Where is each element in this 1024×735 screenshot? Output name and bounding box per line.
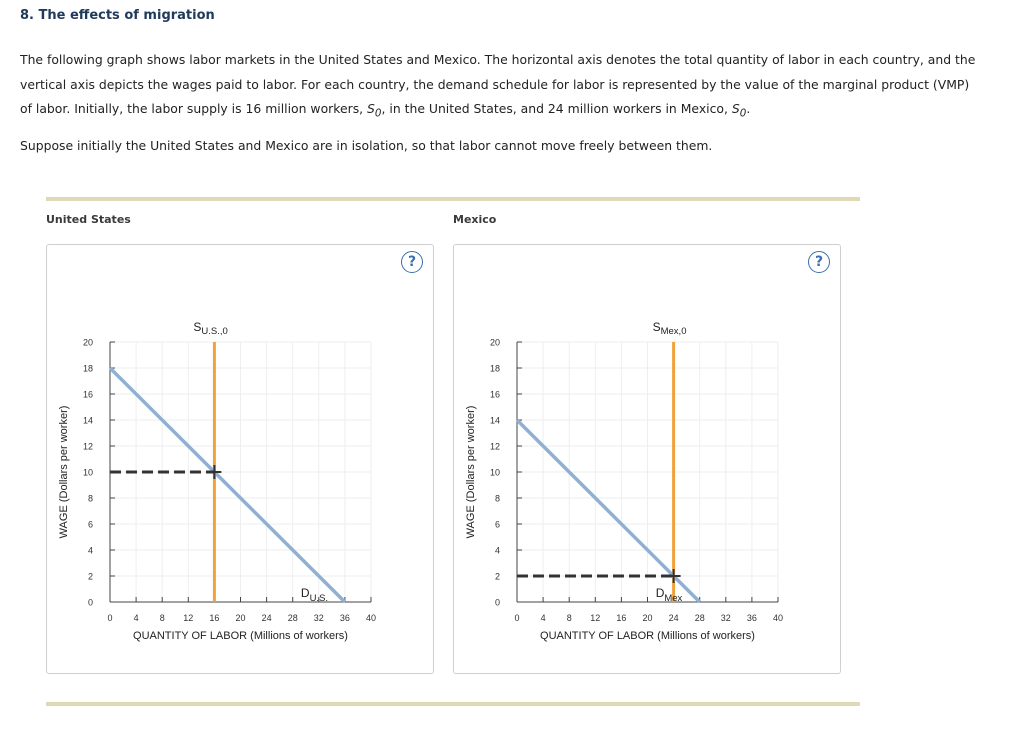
s0-symbol-mx: S bbox=[731, 101, 740, 116]
demand-curve-label: $D_{U.S.}$ bbox=[300, 586, 329, 604]
y-tick-label: 20 bbox=[82, 337, 93, 348]
y-tick-label: 10 bbox=[82, 467, 93, 478]
y-tick-label: 0 bbox=[87, 597, 93, 608]
y-tick-label: 20 bbox=[489, 337, 500, 348]
x-tick-label: 8 bbox=[566, 613, 572, 623]
mexico-graph-label: Mexico bbox=[453, 213, 497, 226]
x-tick-label: 16 bbox=[209, 613, 220, 623]
x-axis-title: QUANTITY OF LABOR (Millions of workers) bbox=[133, 630, 348, 642]
supply-curve-label: $S_{Mex,0}$ bbox=[652, 320, 687, 337]
supply-curve-subscript: U.S.,0 bbox=[201, 326, 228, 337]
s0-symbol-us: S bbox=[367, 101, 375, 116]
x-tick-label: 8 bbox=[159, 613, 165, 623]
x-tick-label: 32 bbox=[313, 613, 324, 623]
y-tick-label: 16 bbox=[82, 389, 93, 400]
x-tick-label: 12 bbox=[183, 613, 194, 623]
y-tick-label: 12 bbox=[82, 441, 93, 452]
supply-curve-subscript: Mex,0 bbox=[660, 326, 687, 337]
x-tick-label: 36 bbox=[339, 613, 350, 623]
x-tick-label: 32 bbox=[720, 613, 731, 623]
demand-curve bbox=[110, 368, 345, 602]
x-tick-label: 40 bbox=[365, 613, 377, 623]
mexico-labor-market-chart[interactable] bbox=[454, 245, 840, 673]
bottom-divider bbox=[46, 702, 860, 706]
y-tick-label: 10 bbox=[489, 467, 500, 478]
x-tick-label: 40 bbox=[772, 613, 784, 623]
help-icon[interactable]: ? bbox=[401, 251, 423, 273]
x-tick-label: 36 bbox=[746, 613, 757, 623]
x-tick-label: 28 bbox=[694, 613, 705, 623]
y-tick-label: 4 bbox=[494, 545, 500, 556]
us-labor-market-chart[interactable] bbox=[47, 245, 433, 673]
y-tick-label: 8 bbox=[87, 493, 93, 504]
y-tick-label: 0 bbox=[494, 597, 500, 608]
y-tick-label: 18 bbox=[489, 363, 500, 374]
demand-curve-subscript: Mex bbox=[664, 593, 683, 604]
intro-text-end: . bbox=[746, 101, 751, 116]
x-tick-label: 4 bbox=[133, 613, 139, 623]
us-graph-label: United States bbox=[46, 213, 131, 226]
x-tick-label: 16 bbox=[616, 613, 627, 623]
supply-curve-label: $S_{U.S.,0}$ bbox=[193, 320, 228, 337]
y-tick-label: 2 bbox=[494, 571, 500, 582]
x-tick-label: 24 bbox=[668, 613, 679, 623]
x-tick-label: 4 bbox=[540, 613, 546, 623]
s0-sub-mx: 0 bbox=[739, 107, 747, 120]
top-divider bbox=[46, 197, 860, 201]
y-tick-label: 12 bbox=[489, 441, 500, 452]
help-icon[interactable]: ? bbox=[808, 251, 830, 273]
x-tick-label: 0 bbox=[514, 613, 520, 623]
x-tick-label: 0 bbox=[107, 613, 113, 623]
x-tick-label: 24 bbox=[261, 613, 272, 623]
y-tick-label: 18 bbox=[82, 363, 93, 374]
demand-curve-subscript: U.S. bbox=[309, 593, 329, 604]
y-tick-label: 14 bbox=[82, 415, 93, 426]
x-tick-label: 12 bbox=[590, 613, 601, 623]
intro-paragraph bbox=[20, 48, 980, 126]
y-tick-label: 8 bbox=[494, 493, 500, 504]
x-tick-label: 20 bbox=[235, 613, 246, 623]
intro-text-mid: , in the United States, and 24 million workers in Mexico, bbox=[381, 101, 728, 116]
y-axis-title: WAGE (Dollars per worker) bbox=[465, 405, 477, 539]
y-tick-label: 6 bbox=[494, 519, 500, 530]
intro-text: The following graph shows labor markets in the United States and Mexico. The horizontal axis denotes the total quantity of labor in each country, and the vertical axis depicts the wages paid to labor. For each country, the demand schedule for labor is represented by the value of the marginal product (VMP) of labor. Initially, the labor supply is 16 million workers, bbox=[20, 52, 976, 116]
demand-curve-label: $D_{Mex}$ bbox=[655, 586, 683, 604]
y-tick-label: 14 bbox=[489, 415, 500, 426]
y-tick-label: 16 bbox=[489, 389, 500, 400]
x-tick-label: 20 bbox=[642, 613, 653, 623]
us-graph-panel bbox=[46, 244, 434, 674]
y-axis-title: WAGE (Dollars per worker) bbox=[58, 405, 70, 539]
s0-sub-us: 0 bbox=[374, 107, 382, 120]
x-axis-title: QUANTITY OF LABOR (Millions of workers) bbox=[540, 630, 755, 642]
isolation-paragraph: Suppose initially the United States and Mexico are in isolation, so that labor cannot move freely between them. bbox=[20, 138, 713, 153]
y-tick-label: 4 bbox=[87, 545, 93, 556]
question-title: 8. The effects of migration bbox=[20, 8, 215, 23]
y-tick-label: 6 bbox=[87, 519, 93, 530]
y-tick-label: 2 bbox=[87, 571, 93, 582]
x-tick-label: 28 bbox=[287, 613, 298, 623]
mexico-graph-panel bbox=[453, 244, 841, 674]
